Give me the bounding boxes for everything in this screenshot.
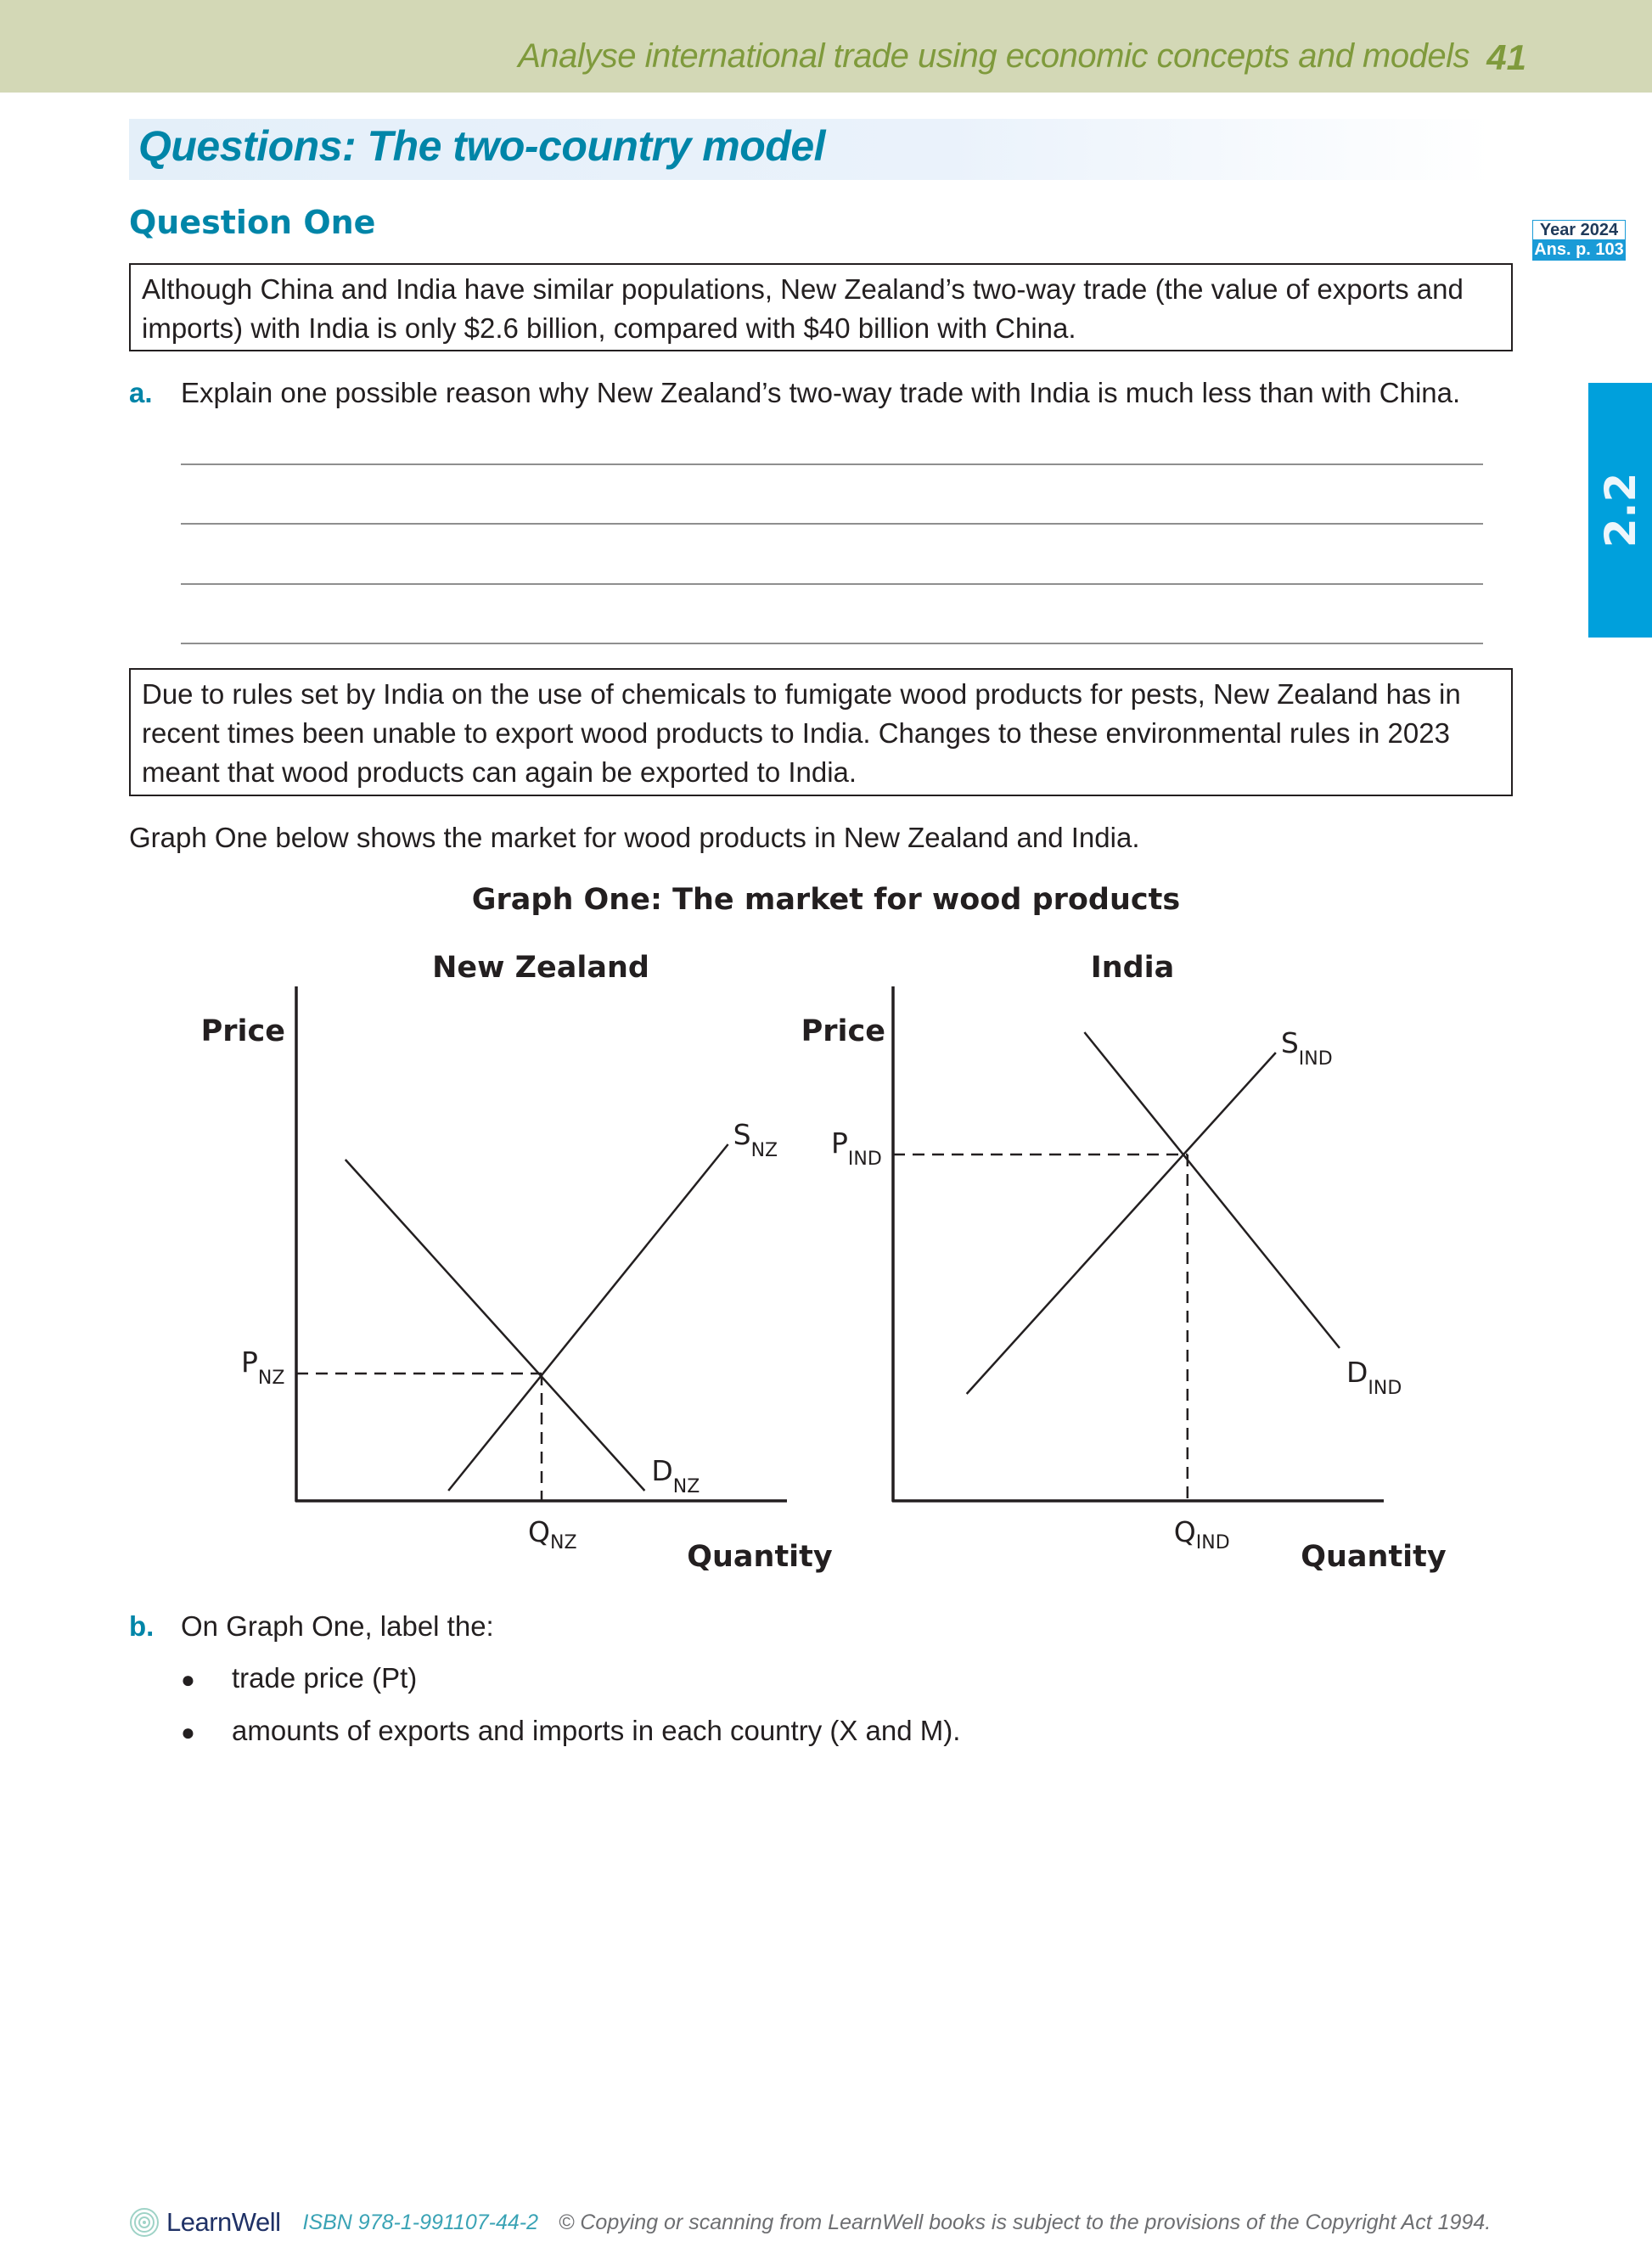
label-sub: IND xyxy=(1195,1532,1230,1553)
label-sub: NZ xyxy=(750,1140,778,1161)
question-part-a xyxy=(129,376,1460,410)
demand-label xyxy=(651,1454,700,1497)
graph-title: Graph One: The market for wood products xyxy=(471,883,1181,917)
learnwell-logo-icon xyxy=(129,2205,160,2239)
question-heading: Question One xyxy=(129,204,376,241)
panel-title: New Zealand xyxy=(432,951,649,985)
supply-label xyxy=(733,1118,778,1161)
demand-label xyxy=(1346,1356,1402,1399)
x-axis-label: Quantity xyxy=(687,1540,833,1574)
copyright-notice: © Copying or scanning from LearnWell books is subject to the provisions of the Copyright Act 1994. xyxy=(559,2210,1492,2234)
page-number: 41 xyxy=(1486,37,1526,77)
brand-name: LearnWell xyxy=(166,2207,281,2237)
demand-curve xyxy=(346,1160,645,1491)
equilibrium-quantity-label xyxy=(1174,1515,1230,1553)
equilibrium-price-label xyxy=(831,1126,882,1170)
answer-line[interactable] xyxy=(181,523,1483,525)
label-sub: NZ xyxy=(257,1368,285,1389)
chapter-side-tab xyxy=(1588,383,1652,638)
label-sub: NZ xyxy=(672,1476,700,1497)
equilibrium-quantity-label xyxy=(528,1515,577,1553)
panel-india xyxy=(801,951,1447,1574)
label-main: Q xyxy=(528,1515,550,1548)
isbn: ISBN 978-1-991107-44-2 xyxy=(302,2210,539,2234)
answer-line[interactable] xyxy=(181,643,1483,644)
bullet-icon: ● xyxy=(181,1666,195,1693)
year-label: Year 2024 xyxy=(1533,221,1625,239)
list-item xyxy=(181,1715,960,1747)
label-main: D xyxy=(651,1454,673,1487)
panel-new-zealand xyxy=(201,951,833,1574)
answer-line[interactable] xyxy=(181,463,1483,465)
page-footer xyxy=(129,2204,1491,2241)
supply-curve xyxy=(448,1144,728,1491)
list-item xyxy=(181,1662,417,1694)
y-axis-label: Price xyxy=(801,1014,885,1048)
answer-line[interactable] xyxy=(181,583,1483,585)
panel-title: India xyxy=(1090,951,1175,985)
graph-intro: Graph One below shows the market for wood products in New Zealand and India. xyxy=(129,822,1140,853)
list-item-text: amounts of exports and imports in each country (X and M). xyxy=(232,1715,961,1746)
label-sub: IND xyxy=(1298,1048,1333,1070)
supply-curve xyxy=(967,1053,1276,1394)
label-main: S xyxy=(1280,1026,1299,1059)
list-item-text: trade price (Pt) xyxy=(232,1662,418,1694)
y-axis-label: Price xyxy=(200,1014,285,1048)
context-box-wood-products: Due to rules set by India on the use of chemicals to fumigate wood products for pests, New Zealand has in recent times been unable to export wood products to India. Changes to these environmental rules in 2023 meant that wood products can again be exported to India. xyxy=(129,668,1513,796)
context-box-trade: Although China and India have similar populations, New Zealand’s two-way trade (the value of exports and imports) with India is only $2.6 billion, compared with $40 billion with China. xyxy=(129,263,1513,351)
year-answer-tag xyxy=(1532,220,1626,261)
label-sub: IND xyxy=(1368,1378,1402,1399)
part-b-text: On Graph One, label the: xyxy=(181,1610,494,1642)
supply-label xyxy=(1281,1026,1333,1070)
label-sub: NZ xyxy=(549,1532,577,1553)
x-axis-label: Quantity xyxy=(1301,1540,1447,1574)
demand-curve xyxy=(1084,1032,1340,1348)
answer-page-reference: Ans. p. 103 xyxy=(1534,240,1624,259)
running-title: Analyse international trade using economic concepts and models xyxy=(518,37,1469,75)
label-main: P xyxy=(241,1345,258,1379)
part-letter: a. xyxy=(129,377,153,408)
graph-one xyxy=(0,934,1652,1587)
label-main: P xyxy=(831,1126,848,1160)
section-title: Questions: The two-country model xyxy=(138,122,826,170)
bullet-icon: ● xyxy=(181,1719,195,1745)
label-main: D xyxy=(1346,1356,1368,1389)
label-main: Q xyxy=(1173,1515,1196,1548)
label-sub: IND xyxy=(847,1149,882,1170)
label-main: S xyxy=(733,1118,751,1151)
question-part-b xyxy=(129,1610,494,1643)
part-a-text: Explain one possible reason why New Zealand’s two-way trade with India is much less than with China. xyxy=(181,377,1461,408)
chapter-number: 2.2 xyxy=(1595,472,1645,548)
equilibrium-price-label xyxy=(241,1345,284,1389)
part-letter: b. xyxy=(129,1610,155,1642)
